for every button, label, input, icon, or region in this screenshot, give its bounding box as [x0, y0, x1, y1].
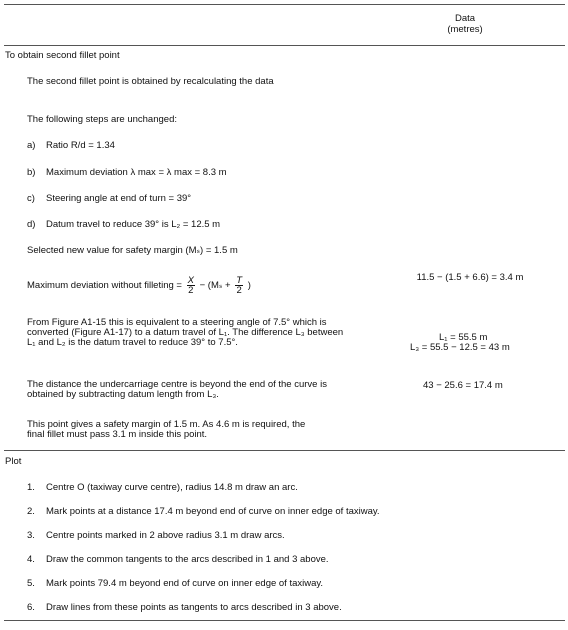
distance-value: 43 − 25.6 = 17.4 m [423, 380, 503, 391]
plot-title: Plot [5, 456, 22, 467]
plot-item-4-num: 4. [27, 554, 35, 565]
step-b-label: b) [27, 167, 36, 178]
plot-item-3-text: Centre points marked in 2 above radius 3.1 m draw arcs. [46, 530, 285, 541]
max-deviation-prefix: Maximum deviation without filleting = [27, 280, 182, 292]
fraction-x: X [187, 275, 194, 286]
header-rule [4, 45, 565, 46]
step-d-text: Datum travel to reduce 39° is L₂ = 12.5 m [46, 219, 221, 230]
section-title: To obtain second fillet point [5, 50, 120, 61]
step-d-label: d) [27, 219, 36, 230]
data-header-line1: Data [454, 13, 476, 24]
plot-item-1-text: Centre O (taxiway curve centre), radius 14.8 m draw an arc. [46, 482, 298, 493]
max-deviation-value: 11.5 − (1.5 + 6.6) = 3.4 m [416, 272, 524, 283]
table-top-rule [4, 4, 565, 5]
plot-item-6-text: Draw lines from these points as tangents to arcs described in 3 above. [46, 602, 342, 613]
plot-item-2-text: Mark points at a distance 17.4 m beyond end of curve on inner edge of taxiway. [46, 506, 380, 517]
x-over-two-fraction [187, 276, 195, 295]
fraction-t: T [236, 275, 243, 286]
fraction-two-b: 2 [236, 285, 242, 296]
data-header-line2: (metres) [447, 24, 483, 35]
max-deviation-formula [27, 276, 251, 296]
step-c-label: c) [27, 193, 35, 204]
unchanged-text: The following steps are unchanged: [27, 114, 177, 125]
t-over-two-fraction [235, 276, 243, 295]
l3-value: L₃ = 55.5 − 12.5 = 43 m [410, 342, 510, 353]
step-a-label: a) [27, 140, 36, 151]
l1-value: L₁ = 55.5 m [439, 332, 488, 343]
plot-item-5-text: Mark points 79.4 m beyond end of curve on inner edge of taxiway. [46, 578, 324, 589]
table-bottom-rule [4, 620, 565, 621]
step-c-text: Steering angle at end of turn = 39° [46, 193, 192, 204]
max-deviation-close: ) [247, 280, 251, 292]
figure-paragraph: From Figure A1-15 this is equivalent to a steering angle of 7.5° which is converted (Figure A1-17) to a datum travel of L₁. The difference L₃ between L₁ and L₂ is the datum travel to reduce 39° to 7.5°. [27, 317, 344, 348]
plot-item-5-num: 5. [27, 578, 35, 589]
safety-margin-text: Selected new value for safety margin (Mₛ) = 1.5 m [27, 245, 238, 256]
section-divider [4, 450, 565, 451]
plot-item-1-num: 1. [27, 482, 35, 493]
safety-point-paragraph: This point gives a safety margin of 1.5 m. As 4.6 m is required, the final fillet must pass 3.1 m inside this point. [27, 419, 306, 440]
distance-paragraph: The distance the undercarriage centre is beyond the end of the curve is obtained by subtracting datum length from L₃. [27, 379, 327, 400]
max-deviation-middle: − (Mₛ + [199, 280, 231, 292]
step-b-text: Maximum deviation λ max = λ max = 8.3 m [46, 167, 227, 178]
fraction-two-a: 2 [188, 285, 194, 296]
intro-text: The second fillet point is obtained by recalculating the data [27, 76, 274, 87]
plot-item-3-num: 3. [27, 530, 35, 541]
plot-item-2-num: 2. [27, 506, 35, 517]
plot-item-6-num: 6. [27, 602, 35, 613]
data-column-header [420, 13, 510, 35]
plot-item-4-text: Draw the common tangents to the arcs described in 1 and 3 above. [46, 554, 329, 565]
step-a-text: Ratio R/d = 1.34 [46, 140, 115, 151]
